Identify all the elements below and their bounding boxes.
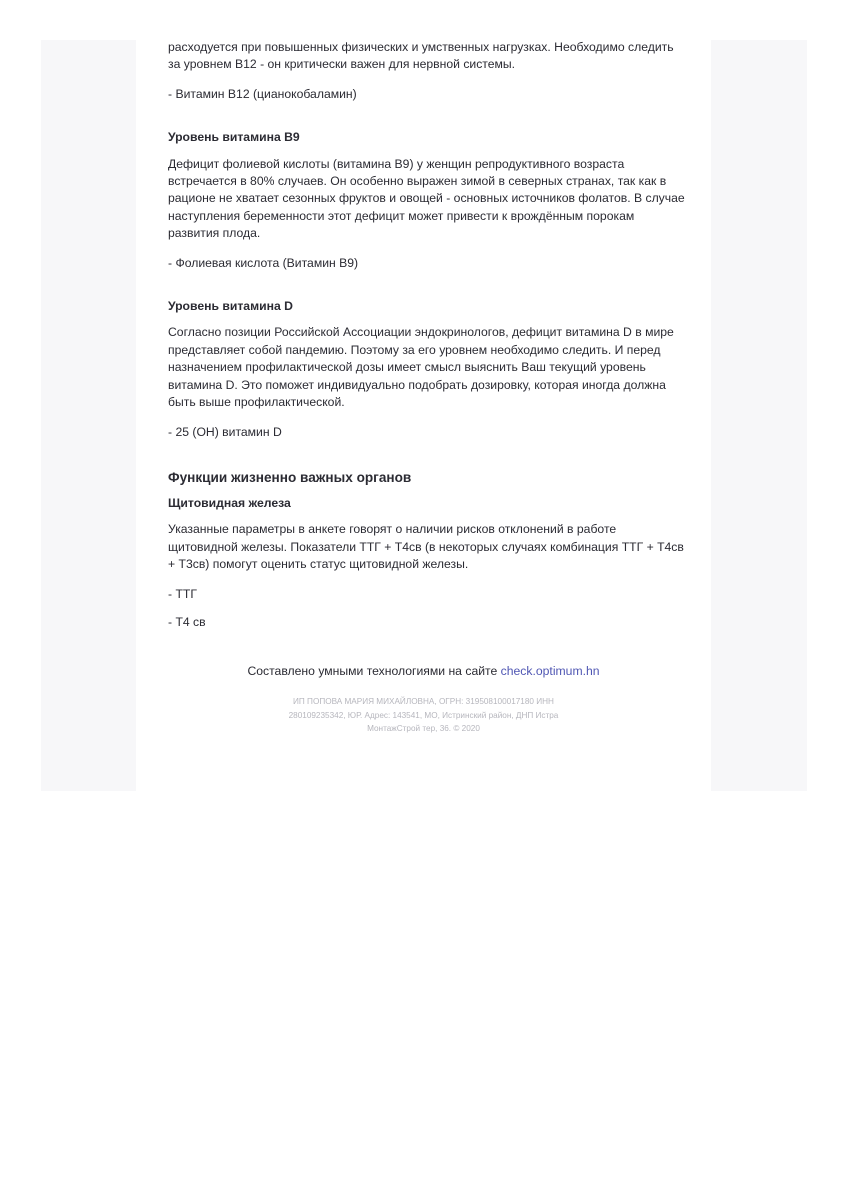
- thyroid-test-item: - Т4 св: [168, 614, 206, 629]
- footer: [136, 662, 711, 736]
- vitamin-d-description: Согласно позиции Российской Ассоциации эндокринологов, дефицит витамина D в мире представляет собой пандемию. Поэтому за его уровнем необходимо следить. И перед назначением профилактической дозы имеет смысл выяснить Ваш текущий уровень витамина D. Это поможет индивидуально подобрать дозировку, которая иногда должна быть выше профилактической.: [168, 325, 674, 410]
- vitamin-d-test-item: - 25 (OH) витамин D: [168, 424, 282, 439]
- section-b9: [168, 129, 688, 272]
- footer-credit: [136, 662, 711, 680]
- thyroid-test-item: - ТТГ: [168, 586, 197, 601]
- report-content: [168, 40, 688, 631]
- footer-credit-text: Составлено умными технологиями на сайте: [247, 664, 498, 678]
- section-vitamin-d: [168, 298, 688, 441]
- vital-organs-heading: Функции жизненно важных органов: [168, 469, 412, 485]
- vitamin-d-title: Уровень витамина D: [168, 299, 293, 314]
- footer-legal-info: ИП ПОПОВА МАРИЯ МИХАЙЛОВНА, ОГРН: 319508100017180 ИНН 280109235342, ЮР. Адрес: 143541, МО, Истринский район, ДНП Истра МонтажСтрой тер, 36. © 2020: [288, 697, 559, 734]
- thyroid-title: Щитовидная железа: [168, 495, 291, 510]
- b9-description: Дефицит фолиевой кислоты (витамина B9) у женщин репродуктивного возраста встречается в 80% случаев. Он особенно выражен зимой в северных странах, так как в рационе не хватает сезонных фруктов и овощей - основных источников фолатов. В случае наступления беременности этот дефицит может привести к врождённым порокам развития плода.: [168, 156, 685, 241]
- b12-intro: расходуется при повышенных физических и умственных нагрузках. Необходимо следить за уровнем B12 - он критически важен для нервной системы.: [168, 40, 674, 72]
- thyroid-description: Указанные параметры в анкете говорят о наличии рисков отклонений в работе щитовидной железы. Показатели ТТГ + Т4св (в некоторых случаях комбинация ТТГ + Т4св + Т3св) помогут оценить статус щитовидной железы.: [168, 522, 684, 572]
- section-b12: [168, 39, 688, 103]
- b9-test-item: - Фолиевая кислота (Витамин B9): [168, 255, 359, 270]
- footer-site-link[interactable]: check.optimum.hn: [500, 664, 600, 678]
- b9-title: Уровень витамина B9: [168, 130, 300, 145]
- section-vital-organs: [168, 468, 688, 631]
- b12-test-item: - Витамин B12 (цианокобаламин): [168, 86, 357, 101]
